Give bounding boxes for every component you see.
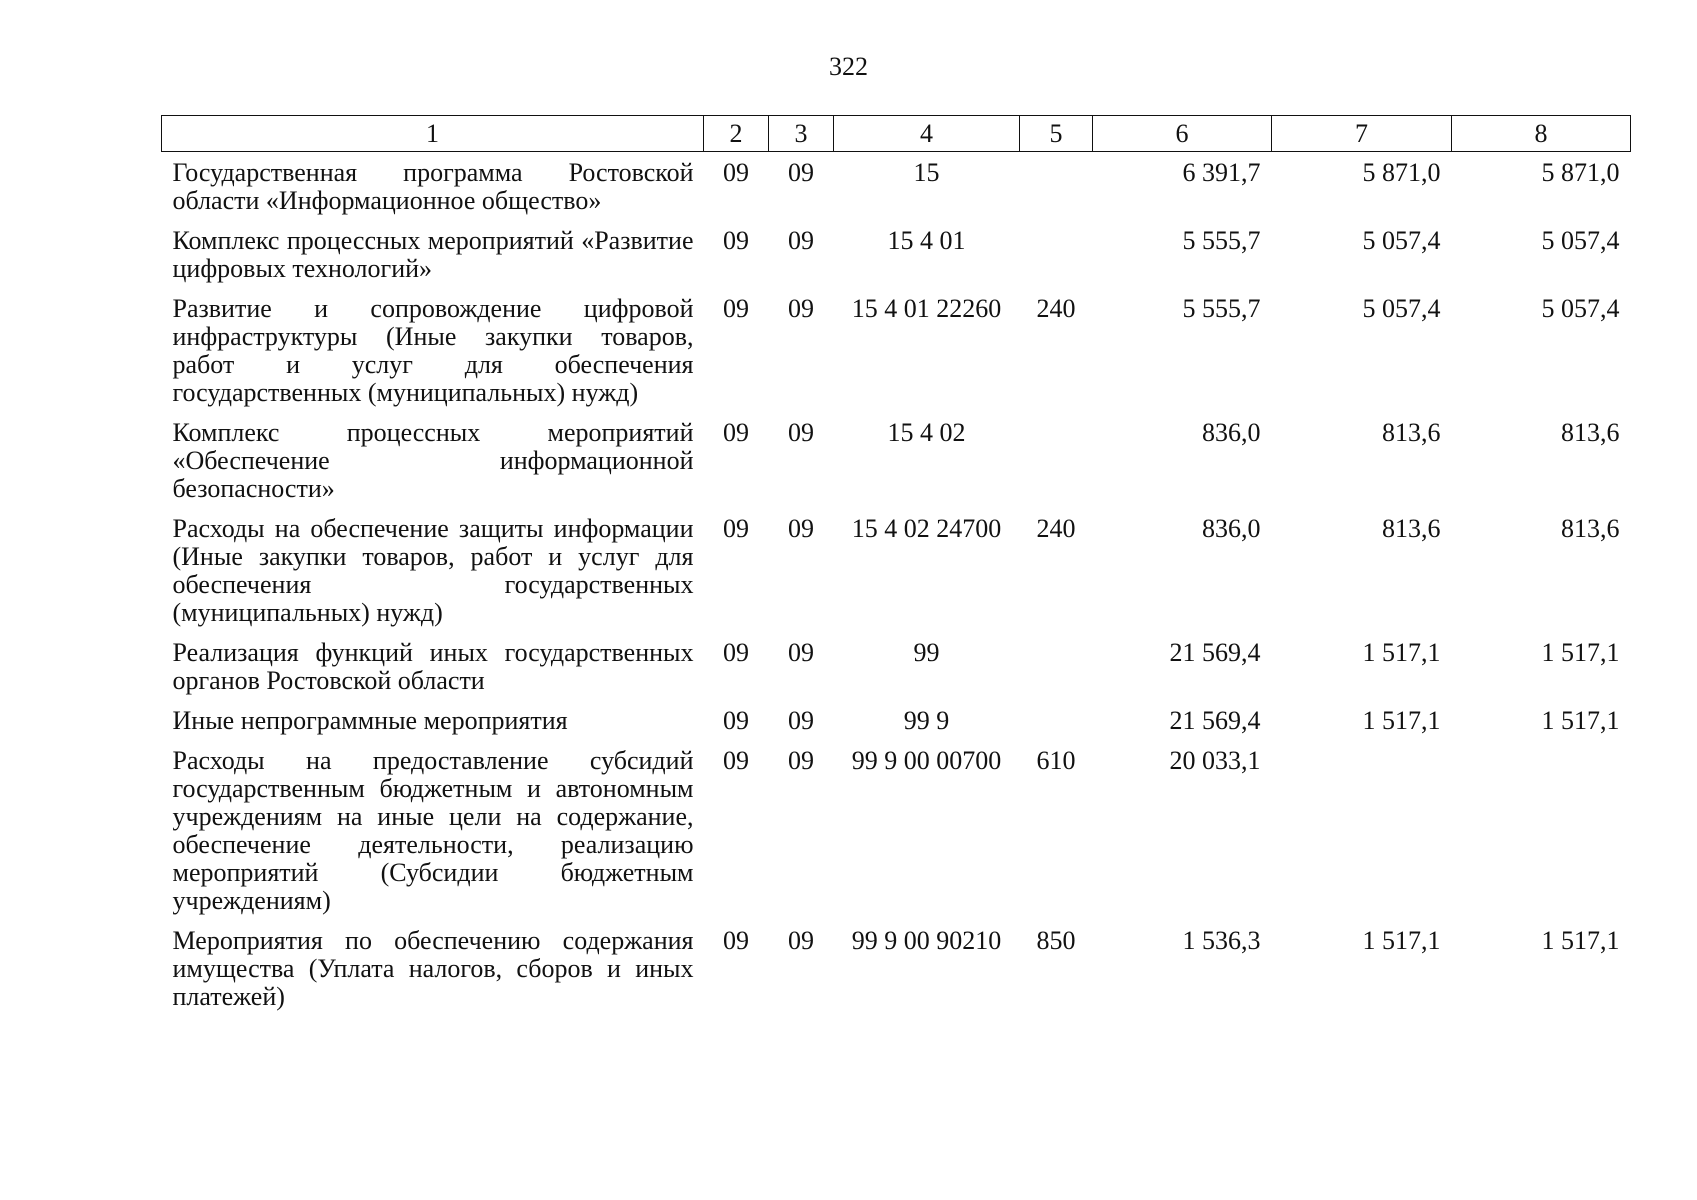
amount-col-7: 1 517,1: [1362, 706, 1441, 735]
amount-col-7: 5 057,4: [1362, 294, 1441, 323]
table-row: [162, 227, 1631, 295]
header-cell: 5: [1020, 116, 1093, 152]
amount-col-6: 6 391,7: [1182, 158, 1261, 187]
table-row: [162, 707, 1631, 747]
amount-col-8: 5 057,4: [1541, 226, 1620, 255]
table-row: [162, 927, 1631, 1023]
header-cell: 3: [769, 116, 834, 152]
section-code: 09: [723, 926, 749, 955]
table-body: [162, 152, 1631, 1024]
expense-type: [1020, 227, 1093, 295]
subsection-code: 09: [788, 514, 814, 543]
target-code: 99 9: [903, 706, 950, 735]
target-code: 15 4 01 22260: [851, 294, 1002, 323]
header-cell: 1: [162, 116, 704, 152]
header-cell: 8: [1452, 116, 1631, 152]
item-name: Комплекс процессных мероприятий «Обеспечение информационной безопасности»: [172, 418, 694, 503]
amount-col-6: 21 569,4: [1169, 706, 1261, 735]
target-code: 15: [913, 158, 940, 187]
item-name: Расходы на предоставление субсидий государственным бюджетным и автономным учреждениям на иные цели на содержание, обеспечение деятельности, реализацию мероприятий (Субсидии бюджетным учреждениям): [172, 746, 694, 915]
amount-col-6: 20 033,1: [1169, 746, 1261, 775]
amount-col-6: 1 536,3: [1182, 926, 1261, 955]
section-code: 09: [723, 294, 749, 323]
section-code: 09: [723, 706, 749, 735]
amount-col-7: 813,6: [1382, 514, 1441, 543]
subsection-code: 09: [788, 158, 814, 187]
expense-type: [1020, 152, 1093, 228]
table-row: [162, 639, 1631, 707]
expense-type: 240: [1036, 294, 1076, 323]
header-cell: 4: [834, 116, 1020, 152]
amount-col-7: 1 517,1: [1362, 638, 1441, 667]
target-code: 15 4 02: [887, 418, 966, 447]
subsection-code: 09: [788, 926, 814, 955]
section-code: 09: [723, 514, 749, 543]
expense-type: [1020, 639, 1093, 707]
target-code: 15 4 01: [887, 226, 966, 255]
amount-col-8: 813,6: [1561, 418, 1620, 447]
amount-col-6: 5 555,7: [1182, 226, 1261, 255]
target-code: 15 4 02 24700: [851, 514, 1002, 543]
target-code: 99: [913, 638, 940, 667]
section-code: 09: [723, 226, 749, 255]
amount-col-6: 5 555,7: [1182, 294, 1261, 323]
table-row: [162, 515, 1631, 639]
expense-type: [1020, 707, 1093, 747]
table-row: [162, 747, 1631, 927]
amount-col-6: 836,0: [1202, 418, 1261, 447]
item-name: Расходы на обеспечение защиты информации (Иные закупки товаров, работ и услуг для обеспечения государственных (муниципальных) нужд): [172, 514, 694, 627]
amount-col-8: [1452, 747, 1631, 927]
amount-col-6: 21 569,4: [1169, 638, 1261, 667]
amount-col-8: 1 517,1: [1541, 638, 1620, 667]
section-code: 09: [723, 746, 749, 775]
amount-col-7: 5 871,0: [1362, 158, 1441, 187]
header-cell: 7: [1272, 116, 1452, 152]
budget-table: [161, 115, 1631, 1023]
subsection-code: 09: [788, 746, 814, 775]
amount-col-7: 1 517,1: [1362, 926, 1441, 955]
expense-type: 610: [1036, 746, 1076, 775]
header-cell: 2: [704, 116, 769, 152]
subsection-code: 09: [788, 226, 814, 255]
page-number: 322: [829, 52, 868, 81]
amount-col-8: 813,6: [1561, 514, 1620, 543]
subsection-code: 09: [788, 294, 814, 323]
amount-col-8: 1 517,1: [1541, 706, 1620, 735]
expense-type: 240: [1036, 514, 1076, 543]
expense-type: 850: [1036, 926, 1076, 955]
item-name: Комплекс процессных мероприятий «Развитие цифровых технологий»: [172, 226, 694, 283]
target-code: 99 9 00 90210: [851, 926, 1002, 955]
table-row: [162, 295, 1631, 419]
target-code: 99 9 00 00700: [851, 746, 1002, 775]
amount-col-8: 5 871,0: [1541, 158, 1620, 187]
table-row: [162, 152, 1631, 228]
table-header-row: [162, 116, 1631, 152]
item-name: Государственная программа Ростовской области «Информационное общество»: [172, 158, 694, 215]
item-name: Мероприятия по обеспечению содержания имущества (Уплата налогов, сборов и иных платежей): [172, 926, 694, 1011]
table-row: [162, 419, 1631, 515]
header-cell: 6: [1093, 116, 1272, 152]
amount-col-8: 5 057,4: [1541, 294, 1620, 323]
amount-col-7: 5 057,4: [1362, 226, 1441, 255]
expense-type: [1020, 419, 1093, 515]
item-name: Иные непрограммные мероприятия: [172, 706, 568, 735]
item-name: Реализация функций иных государственных органов Ростовской области: [172, 638, 694, 695]
item-name: Развитие и сопровождение цифровой инфраструктуры (Иные закупки товаров, работ и услуг для обеспечения государственных (муниципальных) нужд): [172, 294, 694, 407]
amount-col-7: [1272, 747, 1452, 927]
amount-col-7: 813,6: [1382, 418, 1441, 447]
amount-col-8: 1 517,1: [1541, 926, 1620, 955]
amount-col-6: 836,0: [1202, 514, 1261, 543]
subsection-code: 09: [788, 706, 814, 735]
section-code: 09: [723, 158, 749, 187]
section-code: 09: [723, 638, 749, 667]
subsection-code: 09: [788, 418, 814, 447]
section-code: 09: [723, 418, 749, 447]
subsection-code: 09: [788, 638, 814, 667]
